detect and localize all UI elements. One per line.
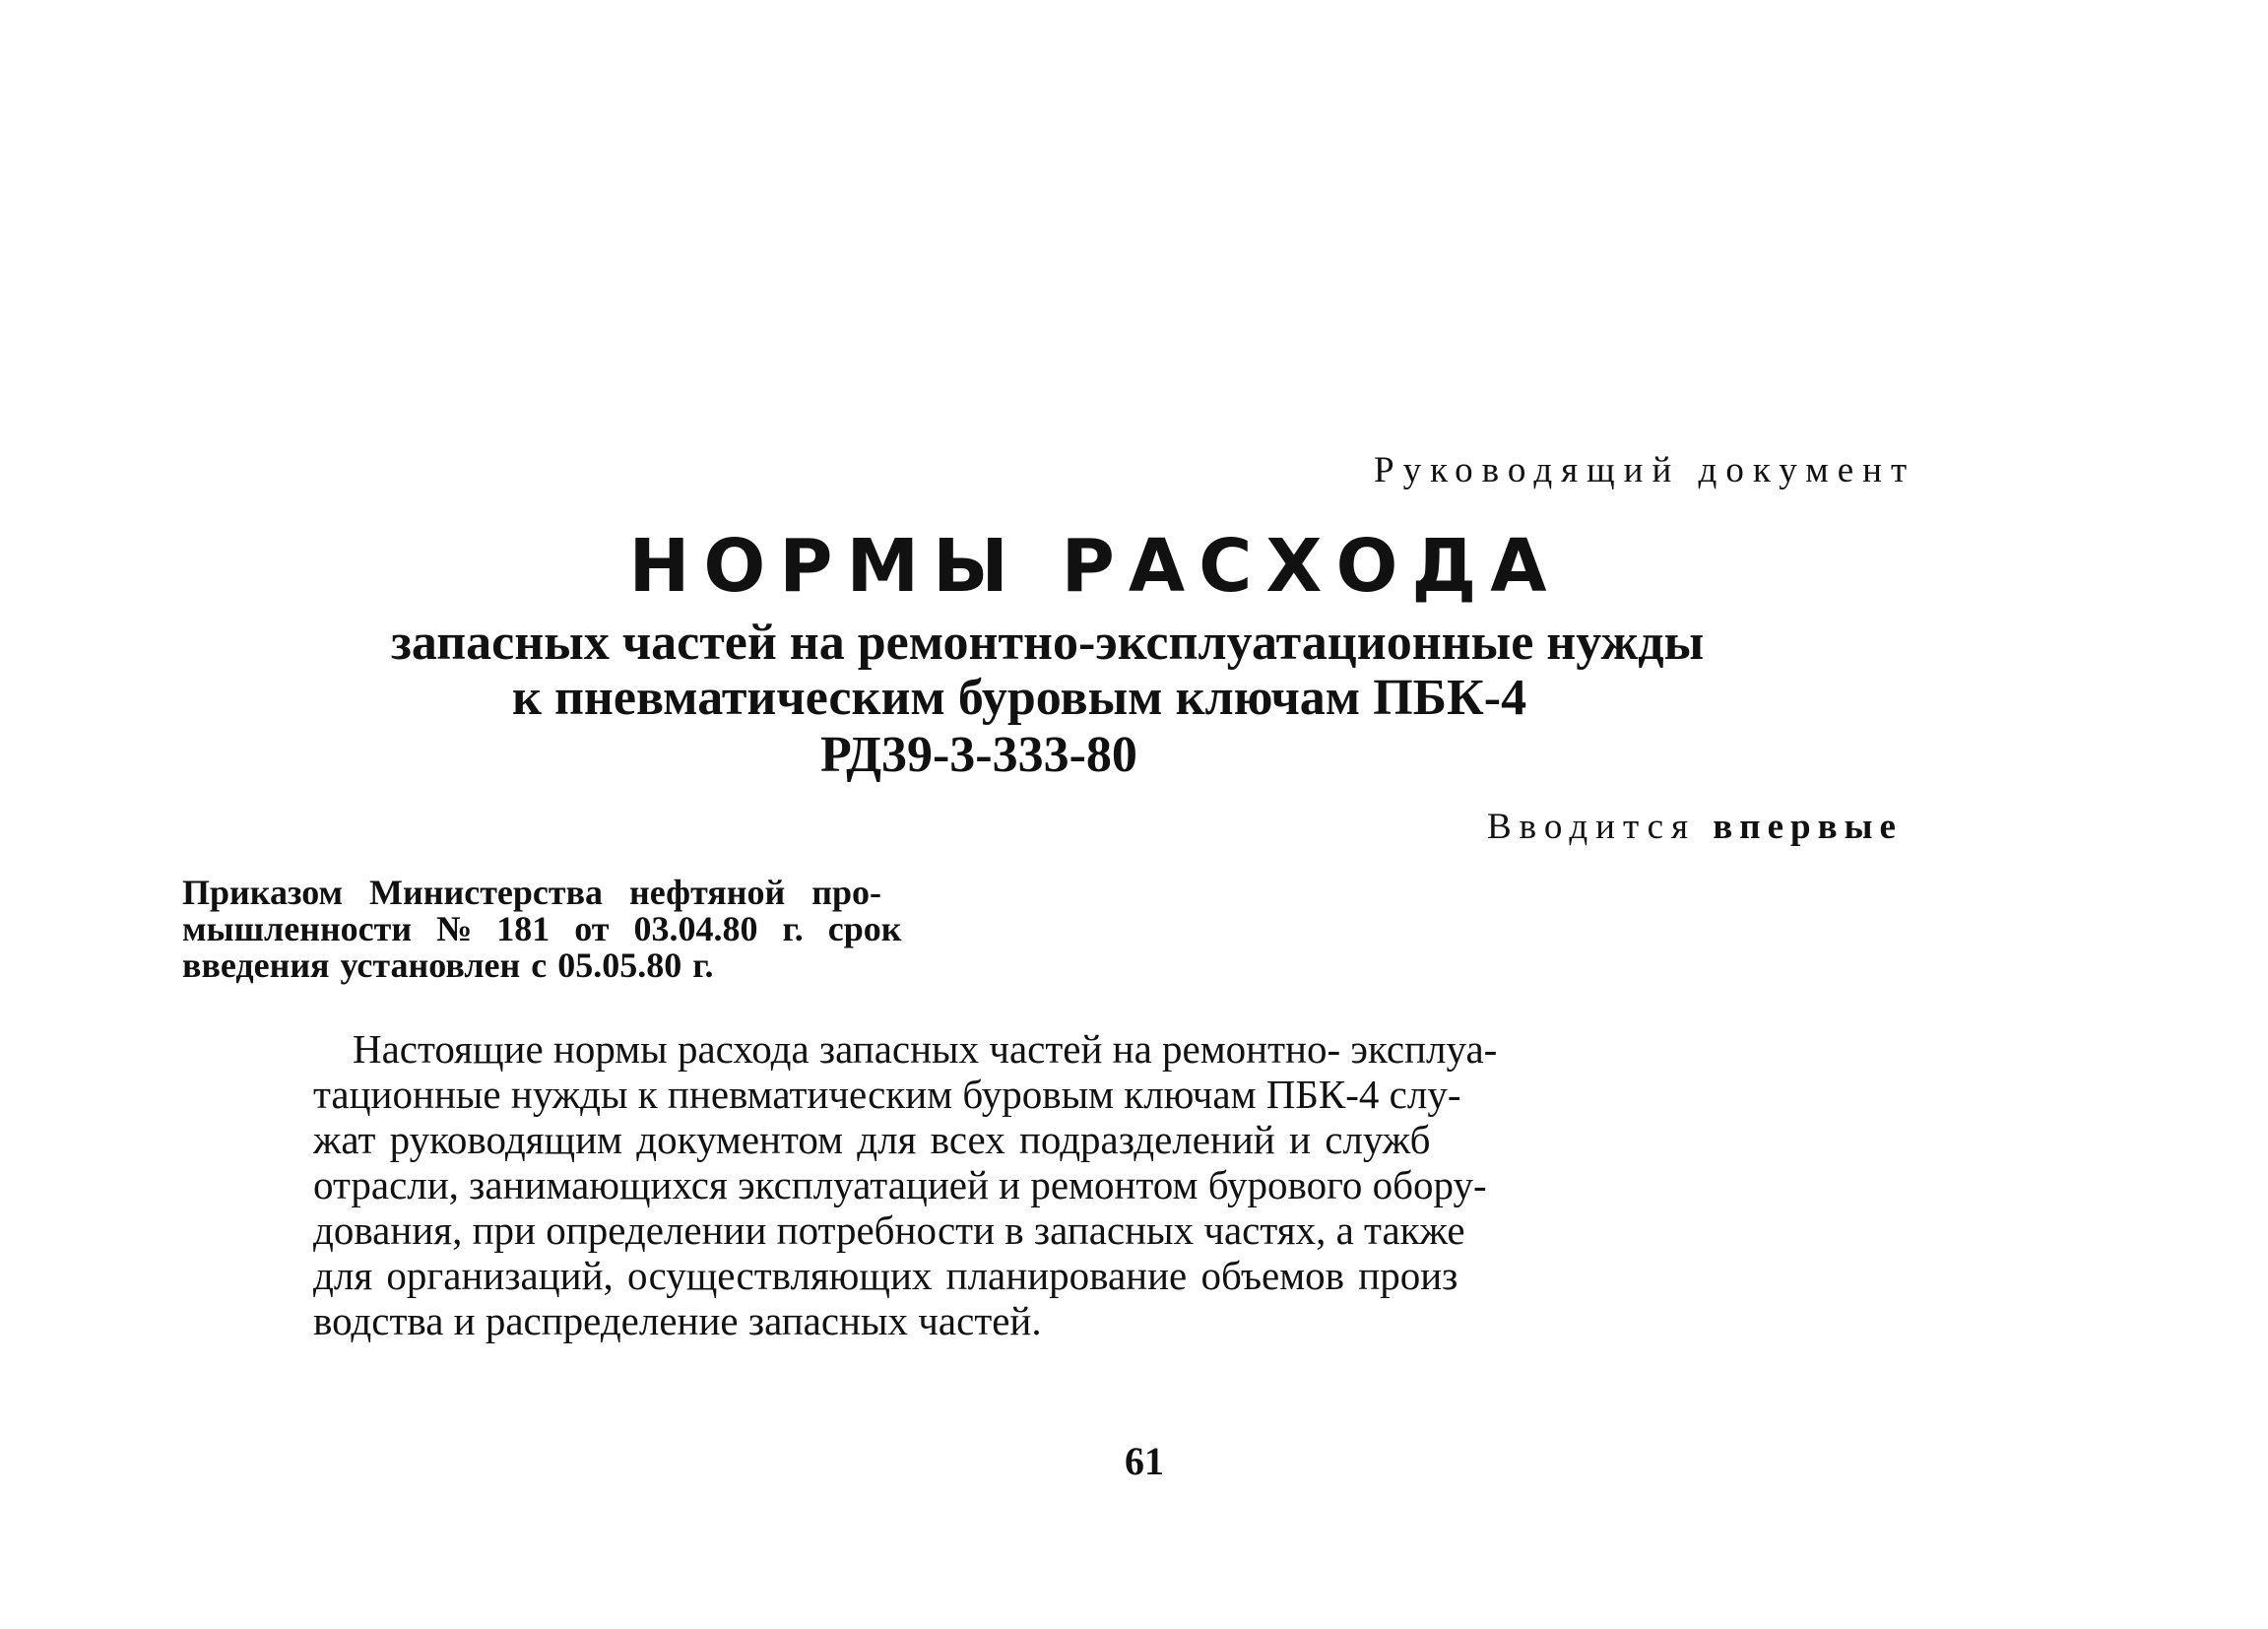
page-number: 61	[1125, 1439, 1164, 1483]
paragraph-line: жат руководящим документом для всех подразделений и служб	[313, 1117, 1431, 1162]
introduction-status	[1487, 806, 1903, 848]
paragraph-line: тационные нужды к пневматическим буровым ключам ПБК-4 слу-	[313, 1072, 1461, 1117]
order-line: мышленности № 181 от 03.04.80 г. срок	[182, 909, 902, 948]
subtitle-line: запасных частей на ремонтно-эксплуатационные нужды	[391, 615, 1705, 671]
order-line: Приказом Министерства нефтяной про-	[182, 873, 882, 912]
paragraph-line: Настоящие нормы расхода запасных частей на ремонтно- эксплуа-	[353, 1026, 1498, 1072]
main-title: НОРМЫ РАСХОДА	[628, 524, 1561, 609]
introduction-value: впервые	[1713, 807, 1903, 847]
order-line: введения установлен с 05.05.80 г.	[182, 945, 714, 985]
introduction-label: Вводится	[1487, 807, 1697, 847]
paragraph-line: водства и распределение запасных частей.	[313, 1298, 1042, 1343]
document-type-label: Руководящий документ	[1374, 450, 1916, 490]
subtitle-line: к пневматическим буровым ключам ПБК-4	[512, 670, 1527, 726]
paragraph-line: дования, при определении потребности в запасных частях, а также	[313, 1207, 1465, 1253]
paragraph-line: для организаций, осуществляющих планирование объемов произ	[313, 1253, 1458, 1298]
paragraph-line: отрасли, занимающихся эксплуатацией и ремонтом бурового обору-	[313, 1162, 1487, 1207]
document-code: РД39-3-333-80	[820, 727, 1137, 783]
